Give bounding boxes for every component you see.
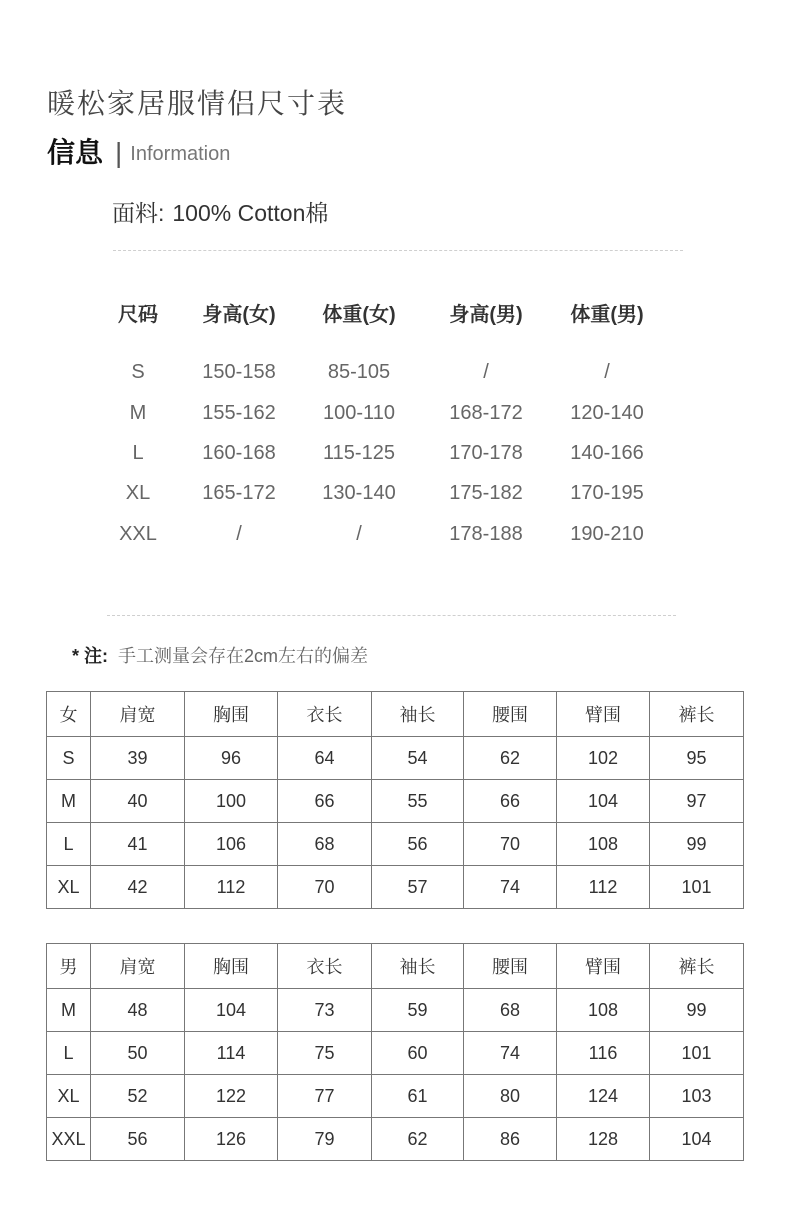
female-table-cell: 112 <box>185 866 278 909</box>
male-table-cell: 62 <box>372 1118 464 1161</box>
female-table-header-cell: 胸围 <box>185 692 278 737</box>
female-table-cell: 74 <box>464 866 557 909</box>
female-table-header-cell: 臂围 <box>557 692 650 737</box>
male-table-row <box>47 1118 744 1161</box>
female-table-cell: 54 <box>372 737 464 780</box>
size-guide-cell: M <box>129 402 147 424</box>
male-table-cell: 50 <box>91 1032 185 1075</box>
male-table-cell: 116 <box>557 1032 650 1075</box>
male-table-cell: 126 <box>185 1118 278 1161</box>
female-table-cell: 41 <box>91 823 185 866</box>
male-table-cell: 80 <box>464 1075 557 1118</box>
male-table-cell: 56 <box>91 1118 185 1161</box>
male-table-cell: XL <box>47 1075 91 1118</box>
female-table-cell: 99 <box>650 823 744 866</box>
female-table-cell: 55 <box>372 780 464 823</box>
size-guide-cell: 120-140 <box>570 402 644 424</box>
size-guide-cell: 170-178 <box>449 442 523 464</box>
male-table-header-cell: 腰围 <box>464 944 557 989</box>
female-table-cell: M <box>47 780 91 823</box>
female-table-cell: 102 <box>557 737 650 780</box>
page-title: 暖松家居服情侣尺寸表 <box>47 88 348 119</box>
info-section-header <box>47 134 230 172</box>
male-table-header-cell: 男 <box>47 944 91 989</box>
male-table-cell: 75 <box>278 1032 372 1075</box>
note-label: * 注: <box>72 646 108 666</box>
size-guide-header-cell: 身高(男) <box>449 304 523 326</box>
note-text: 手工测量会存在2cm左右的偏差 <box>118 646 369 666</box>
size-guide-cell: 165-172 <box>202 482 276 504</box>
female-table-cell: 62 <box>464 737 557 780</box>
male-table-cell: 104 <box>185 989 278 1032</box>
female-table-cell: 104 <box>557 780 650 823</box>
size-guide-cell: S <box>131 361 145 383</box>
size-guide-cell: 85-105 <box>327 361 391 383</box>
female-table-cell: 96 <box>185 737 278 780</box>
male-table-cell: 104 <box>650 1118 744 1161</box>
female-table-header-row <box>47 692 744 737</box>
female-table-cell: 101 <box>650 866 744 909</box>
size-guide-cell: XXL <box>119 523 157 545</box>
size-guide-cell: 168-172 <box>449 402 523 424</box>
female-table-cell: 106 <box>185 823 278 866</box>
male-table-cell: 101 <box>650 1032 744 1075</box>
divider-top <box>113 250 683 251</box>
female-table-cell: 40 <box>91 780 185 823</box>
male-table-cell: 60 <box>372 1032 464 1075</box>
female-size-table <box>46 691 744 909</box>
female-table-cell: 95 <box>650 737 744 780</box>
info-heading: 信息 <box>47 137 104 168</box>
size-guide-cell: 155-162 <box>202 402 276 424</box>
size-guide-header-row <box>0 303 790 327</box>
male-table-cell: 77 <box>278 1075 372 1118</box>
size-guide-cell: 115-125 <box>323 442 395 464</box>
size-guide-cell: 178-188 <box>449 523 523 545</box>
male-table-cell: 73 <box>278 989 372 1032</box>
female-table-cell: 100 <box>185 780 278 823</box>
male-size-table <box>46 943 744 1161</box>
size-guide-cell: / <box>604 361 610 383</box>
male-table-header-cell: 臂围 <box>557 944 650 989</box>
female-table-cell: 112 <box>557 866 650 909</box>
female-table-header-cell: 袖长 <box>372 692 464 737</box>
male-table-cell: L <box>47 1032 91 1075</box>
female-table-cell: 68 <box>278 823 372 866</box>
size-guide-row <box>0 441 790 465</box>
size-guide-cell: / <box>356 523 362 545</box>
male-table-cell: 74 <box>464 1032 557 1075</box>
female-table-cell: 108 <box>557 823 650 866</box>
female-table-cell: 64 <box>278 737 372 780</box>
size-guide-header-cell: 尺码 <box>118 304 158 326</box>
male-table-header-cell: 裤长 <box>650 944 744 989</box>
female-table-cell: 97 <box>650 780 744 823</box>
male-table-cell: 68 <box>464 989 557 1032</box>
size-guide-cell: / <box>236 523 242 545</box>
female-table-cell: S <box>47 737 91 780</box>
size-guide-cell: 170-195 <box>570 482 644 504</box>
female-table-header-cell: 女 <box>47 692 91 737</box>
size-guide-cell: 100-110 <box>323 402 395 424</box>
measurement-note <box>72 644 368 668</box>
fabric-value: 100% Cotton棉 <box>172 200 329 226</box>
male-table-header-cell: 袖长 <box>372 944 464 989</box>
female-table-cell: 56 <box>372 823 464 866</box>
size-guide-row <box>0 481 790 505</box>
size-guide-cell: L <box>132 442 144 464</box>
size-guide-row <box>0 401 790 425</box>
size-guide-header-cell: 体重(女) <box>322 304 396 326</box>
size-guide-cell: / <box>483 361 489 383</box>
male-table-row <box>47 1032 744 1075</box>
size-guide-row <box>0 522 790 546</box>
male-table-cell: 86 <box>464 1118 557 1161</box>
female-table-cell: 66 <box>464 780 557 823</box>
fabric-label: 面料: <box>112 200 165 226</box>
male-table-cell: 59 <box>372 989 464 1032</box>
female-table-cell: 57 <box>372 866 464 909</box>
female-table-cell: XL <box>47 866 91 909</box>
female-table-cell: 70 <box>278 866 372 909</box>
size-guide-row <box>0 360 790 384</box>
divider-bottom <box>107 615 676 616</box>
female-table-row <box>47 823 744 866</box>
female-table-cell: 66 <box>278 780 372 823</box>
size-guide-cell: 140-166 <box>570 442 644 464</box>
female-table-header-cell: 衣长 <box>278 692 372 737</box>
male-table-cell: 124 <box>557 1075 650 1118</box>
male-table-cell: 122 <box>185 1075 278 1118</box>
female-table-cell: 39 <box>91 737 185 780</box>
size-guide-header-cell: 身高(女) <box>202 304 276 326</box>
female-table-cell: 70 <box>464 823 557 866</box>
size-guide-cell: XL <box>125 482 151 504</box>
female-table-row <box>47 780 744 823</box>
male-table-cell: XXL <box>47 1118 91 1161</box>
female-table-header-cell: 裤长 <box>650 692 744 737</box>
female-table-header-cell: 肩宽 <box>91 692 185 737</box>
male-table-cell: 79 <box>278 1118 372 1161</box>
female-table-cell: L <box>47 823 91 866</box>
male-table-header-row <box>47 944 744 989</box>
female-table-row <box>47 866 744 909</box>
size-guide-cell: 130-140 <box>322 482 396 504</box>
info-subheading: Information <box>130 143 231 165</box>
male-table-cell: M <box>47 989 91 1032</box>
size-guide-cell: 190-210 <box>570 523 644 545</box>
female-table-cell: 42 <box>91 866 185 909</box>
size-guide-cell: 150-158 <box>202 361 276 383</box>
male-table-cell: 103 <box>650 1075 744 1118</box>
info-separator: | <box>115 137 123 168</box>
male-table-row <box>47 1075 744 1118</box>
size-guide-header-cell: 体重(男) <box>570 304 644 326</box>
male-table-header-cell: 胸围 <box>185 944 278 989</box>
male-table-cell: 52 <box>91 1075 185 1118</box>
male-table-cell: 114 <box>185 1032 278 1075</box>
fabric-line <box>112 198 328 228</box>
male-table-cell: 61 <box>372 1075 464 1118</box>
male-table-header-cell: 肩宽 <box>91 944 185 989</box>
male-table-cell: 99 <box>650 989 744 1032</box>
size-guide-cell: 175-182 <box>449 482 523 504</box>
male-table-cell: 128 <box>557 1118 650 1161</box>
female-table-row <box>47 737 744 780</box>
male-table-row <box>47 989 744 1032</box>
male-table-cell: 48 <box>91 989 185 1032</box>
size-guide-cell: 160-168 <box>202 442 276 464</box>
male-table-cell: 108 <box>557 989 650 1032</box>
female-table-header-cell: 腰围 <box>464 692 557 737</box>
male-table-header-cell: 衣长 <box>278 944 372 989</box>
